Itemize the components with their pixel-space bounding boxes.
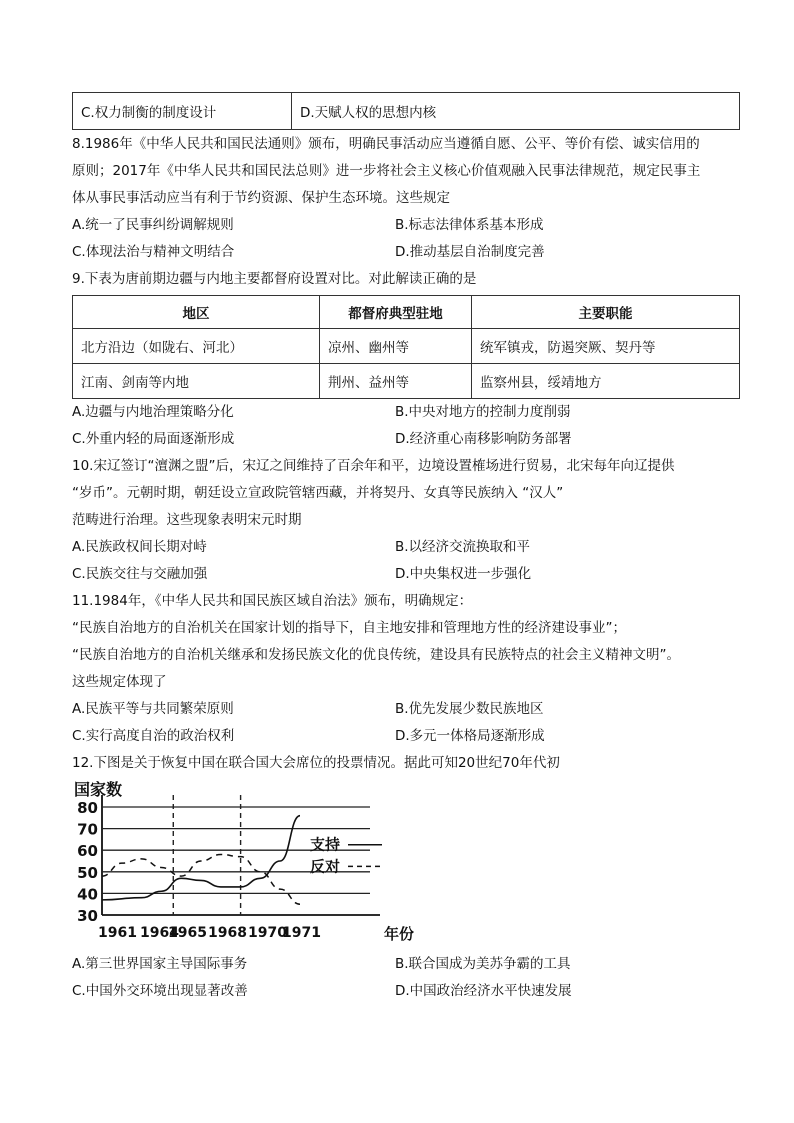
q11-option-d[interactable]: D.多元一体格局逐渐形成 [395, 728, 545, 744]
legend-label: 反对 [310, 857, 341, 876]
table-cell: 江南、剑南等内地 [73, 364, 320, 399]
q7-option-d[interactable]: D.天赋人权的思想内核 [292, 93, 740, 130]
x-axis-label: 年份 [384, 925, 415, 943]
q7-option-c[interactable]: C.权力制衡的制度设计 [73, 93, 292, 130]
vote-chart [72, 780, 415, 949]
q8-option-b[interactable]: B.标志法律体系基本形成 [395, 217, 544, 233]
table-row [73, 364, 740, 399]
q12-stem: 12.下图是关于恢复中国在联合国大会席位的投票情况。据此可知20世纪70年代初 [72, 755, 560, 771]
x-tick-label: 1964 [140, 925, 179, 941]
q10-option-c[interactable]: C.民族交往与交融加强 [72, 566, 208, 582]
question-8 [72, 131, 740, 266]
q12-option-d[interactable]: D.中国政治经济水平快速发展 [395, 983, 572, 999]
q12-option-b[interactable]: B.联合国成为美苏争霸的工具 [395, 956, 571, 972]
table-cell: 北方沿边（如陇右、河北） [73, 329, 320, 364]
y-tick-label: 50 [77, 863, 98, 882]
table-cell: 凉州、幽州等 [320, 329, 472, 364]
y-tick-label: 60 [77, 842, 98, 861]
table-cell: 监察州县，绥靖地方 [472, 364, 740, 399]
q9-option-d[interactable]: D.经济重心南移影响防务部署 [395, 431, 572, 447]
q9-option-b[interactable]: B.中央对地方的控制力度削弱 [395, 404, 571, 420]
question-10 [72, 453, 740, 588]
question-12 [72, 750, 740, 1005]
y-tick-label: 40 [77, 885, 98, 904]
y-tick-label: 70 [77, 820, 98, 839]
q11-stem-line: “民族自治地方的自治机关在国家计划的指导下，自主地安排和管理地方性的经济建设事业”； [72, 620, 626, 636]
q7-options-table [72, 92, 740, 130]
q8-stem-line: 原则；2017年《中华人民共和国民法总则》进一步将社会主义核心价值观融入民事法律规范，规定民事主 [72, 163, 701, 179]
q11-stem-line: 11.1984年，《中华人民共和国民族区域自治法》颁布，明确规定： [72, 593, 473, 609]
q10-stem-line: 范畴进行治理。这些现象表明宋元时期 [72, 512, 302, 528]
table-row [73, 329, 740, 364]
table-cell: 荆州、益州等 [320, 364, 472, 399]
y-axis-label: 国家数 [74, 780, 123, 799]
y-tick-label: 80 [77, 799, 98, 817]
q8-option-d[interactable]: D.推动基层自治制度完善 [395, 244, 545, 260]
q8-stem-line: 8.1986年《中华人民共和国民法通则》颁布，明确民事活动应当遵循自愿、公平、等价有偿、诚实信用的 [72, 136, 700, 152]
q10-option-d[interactable]: D.中央集权进一步强化 [395, 566, 532, 582]
question-11 [72, 588, 740, 750]
y-tick-label: 30 [77, 907, 98, 925]
q12-option-c[interactable]: C.中国外交环境出现显著改善 [72, 983, 248, 999]
q11-option-c[interactable]: C.实行高度自治的政治权利 [72, 728, 235, 744]
q11-option-b[interactable]: B.优先发展少数民族地区 [395, 701, 544, 717]
q10-stem-line: “岁币”。元朝时期，朝廷设立宣政院管辖西藏，并将契丹、女真等民族纳入 “汉人” [72, 485, 564, 501]
q8-option-c[interactable]: C.体现法治与精神文明结合 [72, 244, 235, 260]
x-tick-label: 1970 [248, 925, 287, 941]
q10-option-b[interactable]: B.以经济交流换取和平 [395, 539, 531, 555]
q11-stem-line: “民族自治地方的自治机关继承和发扬民族文化的优良传统，建设具有民族特点的社会主义精神文明”。 [72, 647, 680, 663]
q10-option-a[interactable]: A.民族政权间长期对峙 [72, 539, 207, 555]
q8-stem-line: 体从事民事活动应当有利于节约资源、保护生态环境。这些规定 [72, 190, 450, 206]
legend-label: 支持 [310, 835, 341, 854]
q12-option-a[interactable]: A.第三世界国家主导国际事务 [72, 956, 248, 972]
x-tick-label: 1965 [168, 925, 207, 941]
q11-stem-line: 这些规定体现了 [72, 674, 167, 690]
x-tick-label: 1968 [208, 925, 247, 941]
q9-stem: 9.下表为唐前期边疆与内地主要都督府设置对比。对此解读正确的是 [72, 271, 477, 287]
q8-option-a[interactable]: A.统一了民事纠纷调解规则 [72, 217, 234, 233]
question-9 [72, 266, 740, 453]
q9-option-a[interactable]: A.边疆与内地治理策略分化 [72, 404, 234, 420]
table-cell: 统军镇戎，防遏突厥、契丹等 [472, 329, 740, 364]
q10-stem-line: 10.宋辽签订“澶渊之盟”后，宋辽之间维持了百余年和平，边境设置榷场进行贸易，北宋每年向辽提供 [72, 458, 675, 474]
vote-chart-svg [72, 780, 415, 949]
x-tick-label: 1961 [98, 925, 137, 941]
q11-option-a[interactable]: A.民族平等与共同繁荣原则 [72, 701, 234, 717]
x-tick-label: 1971 [282, 925, 321, 941]
q9-header-station: 都督府典型驻地 [320, 296, 472, 329]
q9-header-region: 地区 [73, 296, 320, 329]
exam-page [72, 92, 740, 1005]
q9-table [72, 295, 740, 399]
series-line-oppose [102, 855, 300, 905]
q9-header-function: 主要职能 [472, 296, 740, 329]
q9-option-c[interactable]: C.外重内轻的局面逐渐形成 [72, 431, 235, 447]
